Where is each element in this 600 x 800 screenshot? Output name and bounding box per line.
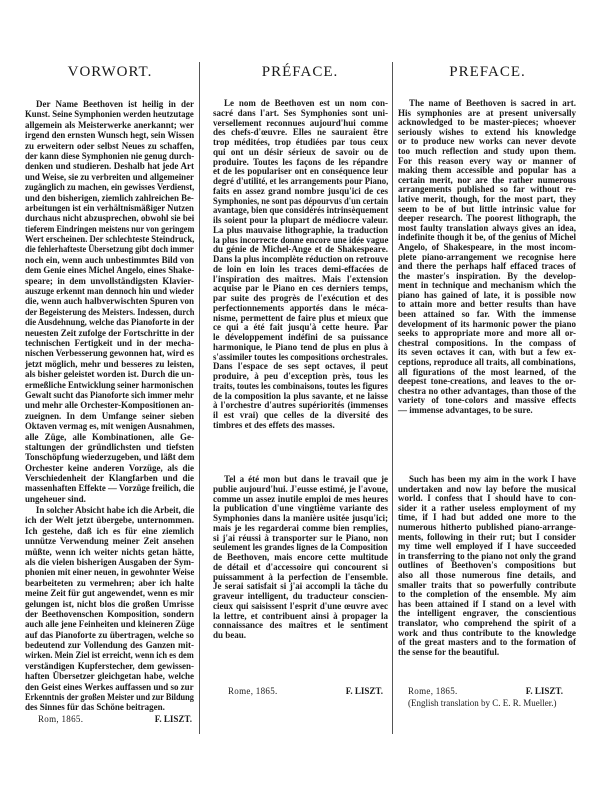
signature-name: F. LISZT. <box>525 686 563 696</box>
text-line: seeks to appropriate more and more all or- <box>398 328 576 339</box>
text-line: in transferring to the piano not only the grand <box>398 550 576 561</box>
text-line: development of its harmonic power the piano <box>398 318 576 329</box>
text-line: Verschiedenheit der Klangfarben und die <box>25 473 194 484</box>
text-line: sider it a rather useless employment of my <box>398 502 576 513</box>
text-line: Tonschöpfung wiederzugeben, und läßt dem <box>25 452 195 463</box>
text-line: puissamment à la perfection de l'ensemble. <box>213 571 388 582</box>
text-line: Orchester keine anderen Vorzüge, als die <box>25 462 194 473</box>
text-line: acknowledged to be master-pieces; whoever <box>398 117 576 128</box>
text-line: alle Züge, alle Kombinationen, alle Ge- <box>25 431 194 442</box>
text-line: the sense for the beautiful. <box>398 646 500 657</box>
text-line: staltungen der gründlichsten und tiefsten <box>25 441 194 452</box>
text-line: à l'orchestre d'autres supériorités (immenses <box>213 400 388 411</box>
text-line: und Weise, sie zu verbreiten und allgemeiner <box>25 171 194 182</box>
text-line: Such has been my aim in the work I have <box>409 474 576 484</box>
text-line: technischen Fertigkeit und in der mecha- <box>25 337 194 348</box>
text-line: der Beethovenschen Komposition, sondern <box>25 608 194 619</box>
text-line: avantage, bien que considérés intrinsèquement <box>213 205 389 216</box>
text-line: deepest tone-creations, and leaves to the or- <box>398 376 576 387</box>
text-line: il est vrai) que celles de la diversité des <box>213 410 388 420</box>
text-line: zu erweitern oder selbst Neues zu schaffen, <box>25 140 194 151</box>
column-divider <box>199 62 200 734</box>
text-line: der kann diese Symphonien nie genug durch- <box>25 150 195 161</box>
text-line: the intelligent engraver, the conscientious <box>398 608 576 619</box>
text-line: most faulty translation always gives an idea, <box>398 222 576 233</box>
text-line: de la composition la plus savante, et ne laisse <box>213 390 388 401</box>
text-line: denken und studieren. Deshalb hat jede Art <box>25 161 194 172</box>
text-line: la lettre, et contribuent ainsi à propager la <box>213 610 388 621</box>
text-line: connaissance des maîtres et le sentiment <box>213 620 388 631</box>
text-line: la publication d'une vingtième variante des <box>213 503 388 514</box>
text-line: certain merit, nor are the rather numerous <box>398 174 576 185</box>
text-line: seriously wishes to extend his knowledge <box>398 126 576 137</box>
text-line: undertaken and now lay before the musical <box>398 483 576 494</box>
text-line: Symphonies dans la manière usitée jusqu'ici; <box>213 513 388 523</box>
text-line: die Ausdehnung, welche das Pianoforte in der <box>25 317 195 328</box>
text-line: noch ein, wenn auch unbestimmtes Bild von <box>25 254 194 265</box>
text-line: chestra no other advantages, than those of the <box>398 385 576 396</box>
text-line: la plus incorrecte donne encore une idée vague <box>213 234 389 245</box>
text-line: work and thus contribute to the knowledge <box>398 627 576 638</box>
text-line: nisme, permettent de faire plus et mieux que <box>213 312 388 323</box>
text-line: and there the perhaps half effaced traces of <box>398 261 576 272</box>
text-line: tieferem Eindringen meistens nur von geringem <box>25 223 195 234</box>
text-line: seulement les grandes lignes de la Composition <box>213 542 388 553</box>
text-line: versellement reconnues aujourd'hui comme <box>213 117 388 128</box>
text-line: Wert erscheinen. Der schlechteste Steindruck, <box>25 234 195 245</box>
text-line: l'inspiration des maîtres. Mais l'extension <box>213 273 388 284</box>
text-line: müßte, wenn ich weiter nichts getan hätte, <box>25 546 194 557</box>
french-paragraph <box>213 99 388 431</box>
text-line: Gewalt sucht das Pianoforte sich immer mehr <box>25 389 194 400</box>
text-line: timbres et des effets des masses. <box>213 419 335 430</box>
text-line: time, if I had but added one more to the <box>398 512 576 523</box>
text-line: Der Name Beethoven ist heilig in der <box>36 99 194 109</box>
text-line: wirken. Mein Ziel ist erreicht, wenn ich es dem <box>25 650 194 661</box>
text-line: chestral compositions. In the compass of <box>398 337 576 348</box>
text-line: too much reflection and study upon them. <box>398 145 576 156</box>
text-line: meine Zeit für gut angewendet, wenn es mir <box>25 588 194 599</box>
text-line: its seven octaves it can, with but a few ex- <box>398 347 576 358</box>
text-line: verständigen Kupferstecher, dem gewissen- <box>25 660 194 671</box>
english-paragraph <box>398 99 576 416</box>
text-line: comme un assez inutile emploi de mes heures <box>213 493 388 504</box>
text-line: si j'ai réussi à transporter sur le Piano, non <box>213 532 388 543</box>
text-line: auszuge erkennt man dennoch hin und wieder <box>25 286 195 297</box>
text-line: numerous hitherto published piano-arrange- <box>398 521 576 532</box>
text-line: Symphonies, ne sont pas dépourvus d'un certain <box>213 195 389 206</box>
text-line: produire, à peu d'exception près, tous les <box>213 371 388 381</box>
text-line: de loin en loin les traces demi-effacées de <box>213 263 388 274</box>
text-line: als bisher geleistet worden ist. Durch die un- <box>25 369 195 380</box>
text-line: to the completion of the ensemble. My aim <box>398 589 576 600</box>
text-line: durchaus nicht abzusprechen, obwohl sie bei <box>25 213 195 224</box>
place-date: Rome, 1865. <box>228 686 278 696</box>
text-line: Kunst. Seine Symphonien werden heutzutage <box>25 109 194 120</box>
text-line: lative merit, though, for the most part, they <box>398 193 576 204</box>
text-line: — immense advantages, to be sure. <box>398 405 533 415</box>
text-line: ich der Welt jetzt übergebe, unternommen. <box>25 515 194 526</box>
text-line: La plus mauvaise lithographie, la traduction <box>213 224 388 235</box>
column-divider <box>392 62 393 734</box>
text-line: ungeheuer sind. <box>25 493 86 504</box>
text-line: making them accessible and popular has a <box>398 165 576 176</box>
text-line: Oktaven vermag es, mit wenigen Ausnahmen, <box>25 421 195 432</box>
text-line: variety of tone-colors and massive effects <box>398 395 576 406</box>
text-line: deeper research. The poorest lithograph, the <box>398 213 576 224</box>
text-line: die, wenn auch halbverwischten Spuren von <box>25 296 194 307</box>
text-line: ment in technique and mechanism which the <box>398 280 576 291</box>
text-line: Dans la plus incomplète réduction on retrouve <box>213 254 389 264</box>
text-line: ce qui a été fait jusqu'à cette heure. Par <box>213 322 388 333</box>
text-line: has been attained if I stand on a level with <box>398 598 576 609</box>
text-line: been attained so far. With the immense <box>398 309 576 320</box>
text-line: acquise par le Piano en ces derniers temps, <box>213 283 388 294</box>
english-heading: PREFACE. <box>449 64 526 80</box>
text-line: my time well employed if I have succeeded <box>398 541 576 552</box>
text-line: allgemein als Meisterwerke anerkannt; wer <box>25 119 194 130</box>
text-line: dem Genie eines Michel Angelo, eines Shake- <box>25 265 195 276</box>
text-line: also all those numerous fine details, and <box>398 569 576 580</box>
text-line: of the great masters and to the formation of <box>398 637 576 648</box>
text-line: traits, toutes les combinaisons, toutes les figures <box>213 380 388 391</box>
signature-name: F. LISZT. <box>154 714 192 724</box>
text-line: indefinite though it be, of the genius of Michel <box>398 232 576 243</box>
text-line: Tel a été mon but dans le travail que je <box>224 474 388 484</box>
text-line: Dans l'espace de ses sept octaves, il peut <box>213 361 388 372</box>
text-line: haften Übersetzer gleichgetan habe, welche <box>25 671 194 682</box>
text-line: Je serai satisfait si j'ai accompli la tâche du <box>213 581 388 592</box>
place-date: Rome, 1865. <box>408 686 458 696</box>
text-line: und den bisherigen, ziemlich zahlreichen Be- <box>25 192 194 203</box>
translation-credit: (English translation by C. E. R. Mueller.) <box>408 698 557 708</box>
text-line: auch alle jene Feinheiten und kleineren Züge <box>25 619 195 630</box>
text-line: Angelo, of Shakespeare, in the most incom- <box>398 241 576 252</box>
text-line: nischen Verbesserung gewonnen hat, wird es <box>25 348 195 359</box>
text-line: ments, following in their rut; but I consider <box>398 531 576 542</box>
french-paragraph <box>213 475 388 641</box>
text-line: Le nom de Beethoven est un nom con- <box>224 98 388 108</box>
text-line: all figurations of the most learned, of the <box>398 366 576 377</box>
text-line: und mehr alle Orchester-Kompositionen an- <box>25 400 194 411</box>
place-date: Rom, 1865. <box>38 714 84 724</box>
text-line: Erkenntnis der großen Meister und zur Bildung <box>25 692 194 703</box>
text-line: neuesten Zeit zufolge der Fortschritte in der <box>25 327 195 338</box>
text-line: le développement indéfini de sa puissance <box>213 332 388 342</box>
text-line: arrangements published so far without re- <box>398 184 576 195</box>
text-line: seem to be of but little intrinsic value for <box>398 203 576 214</box>
text-line: the master's inspiration. By the develop- <box>398 270 576 281</box>
text-line: For this reason every way or manner of <box>398 155 576 166</box>
text-line: irgend den ernsten Wunsch hegt, sein Wissen <box>25 130 195 141</box>
text-line: The name of Beethoven is sacred in art. <box>409 98 576 108</box>
text-line: or to produce new works can never devote <box>398 136 576 147</box>
text-line: outlines of Beethoven's compositions but <box>398 560 576 571</box>
text-line: degré d'utilité, et les arrangements pour Piano, <box>213 176 389 186</box>
text-line: His symphonies are at present universally <box>398 107 576 118</box>
text-line: du génie de Michel-Ange et de Shakespeare. <box>213 244 388 255</box>
text-line: massenhaften Effekte — Vorzüge freilich, die <box>25 483 195 494</box>
text-line: die fehlerhafteste Übersetzung gibt doch immer <box>25 244 194 255</box>
text-line: arbeitungen ist ein verhältnismäßiger Nutzen <box>25 202 194 213</box>
text-line: qui ont un désir sérieux de savoir ou de <box>213 146 388 157</box>
text-line: world. I confess that I should have to con- <box>398 493 576 504</box>
text-line: faits en assez grand nombre jusqu'ici de ces <box>213 185 388 196</box>
text-line: to attain more and better results than have <box>398 299 576 310</box>
text-line: trop méditées, trop étudiées par tous ceux <box>213 137 388 147</box>
text-line: produire. Toutes les façons de les répandre <box>213 156 388 167</box>
text-line: In solcher Absicht habe ich die Arbeit, die <box>35 505 195 515</box>
text-line: piano has gained of late, it is possible now <box>398 289 576 300</box>
text-line: ceptions, reproduce all traits, all combinations, <box>398 357 576 368</box>
german-paragraph <box>25 99 194 504</box>
text-line: plete piano-arrangement we recognise here <box>398 251 576 262</box>
text-line: ermeßliche Entwicklung seiner harmonischen <box>25 379 194 390</box>
text-line: de détail et d'accessoire qui concourent si <box>213 561 388 572</box>
text-line: sacré dans l'art. Ses Symphonies sont uni- <box>213 107 388 118</box>
text-line: gelungen ist, nicht blos die großen Umrisse <box>25 598 194 609</box>
german-heading: VORWORT. <box>67 64 153 80</box>
english-paragraph <box>398 475 576 657</box>
text-line: et de les populariser ont en conséquence leur <box>213 166 388 177</box>
text-line: du beau. <box>213 630 247 640</box>
text-line: des Sinnes für das Schöne beitragen. <box>25 702 165 713</box>
text-line: zueignen. In dem Umfange seiner sieben <box>25 410 194 421</box>
text-line: als die vielen bisherigen Ausgaben der Sym- <box>25 556 194 567</box>
text-line: harmonique, le Piano tend de plus en plus à <box>213 341 388 352</box>
text-line: jetzt möglich, mehr und besseres zu leisten, <box>25 358 194 369</box>
text-line: des chefs-d'œuvre. Elles ne sauraient être <box>213 127 388 138</box>
french-heading: PRÉFACE. <box>261 64 339 80</box>
text-line: den Geist eines Werkes auffassen und so zur <box>25 681 194 692</box>
text-line: par suite des progrès de l'exécution et des <box>213 293 388 303</box>
text-line: publie aujourd'hui. J'eusse estimé, je l'avoue, <box>213 483 388 494</box>
text-line: de Beethoven, mais encore cette multitude <box>213 552 388 562</box>
text-line: cieux qui saisissent l'esprit d'une œuvre avec <box>213 600 388 611</box>
german-paragraph <box>25 505 194 713</box>
text-line: graveur intelligent, du traducteur conscien- <box>213 591 388 601</box>
text-line: mais je les regarderai comme bien remplies, <box>213 522 388 533</box>
text-line: perfectionnements apportés dans le méca- <box>213 302 388 313</box>
text-line: smaller traits that so powerfully contribute <box>398 579 576 590</box>
text-line: der Begeisterung des Meisters. Indessen, durch <box>25 306 195 317</box>
text-line: zugänglich zu machen, ein gewisses Verdienst, <box>25 182 195 193</box>
text-line: phonien mit einer neuen, in gewohnter Weise <box>25 567 195 578</box>
text-line: ils soient pour la plupart de médiocre valeur. <box>213 215 388 225</box>
text-line: auf das Pianoforte zu übertragen, welche so <box>25 629 194 640</box>
text-line: bedeutend zur Vollendung des Ganzen mit- <box>25 640 194 651</box>
text-line: unnütze Verwendung meiner Zeit ansehen <box>25 536 194 547</box>
text-line: translator, who comprehend the spirit of a <box>398 617 576 628</box>
text-line: bearbeiteten zu vermehren; aber ich halte <box>25 577 194 588</box>
text-line: s'assimiler toutes les compositions orchestrales. <box>213 351 388 362</box>
signature-name: F. LISZT. <box>345 686 383 696</box>
text-line: Ich gestehe, daß ich es für eine ziemlich <box>25 525 194 536</box>
text-line: speare; in dem unvollständigsten Klavier- <box>25 275 194 286</box>
